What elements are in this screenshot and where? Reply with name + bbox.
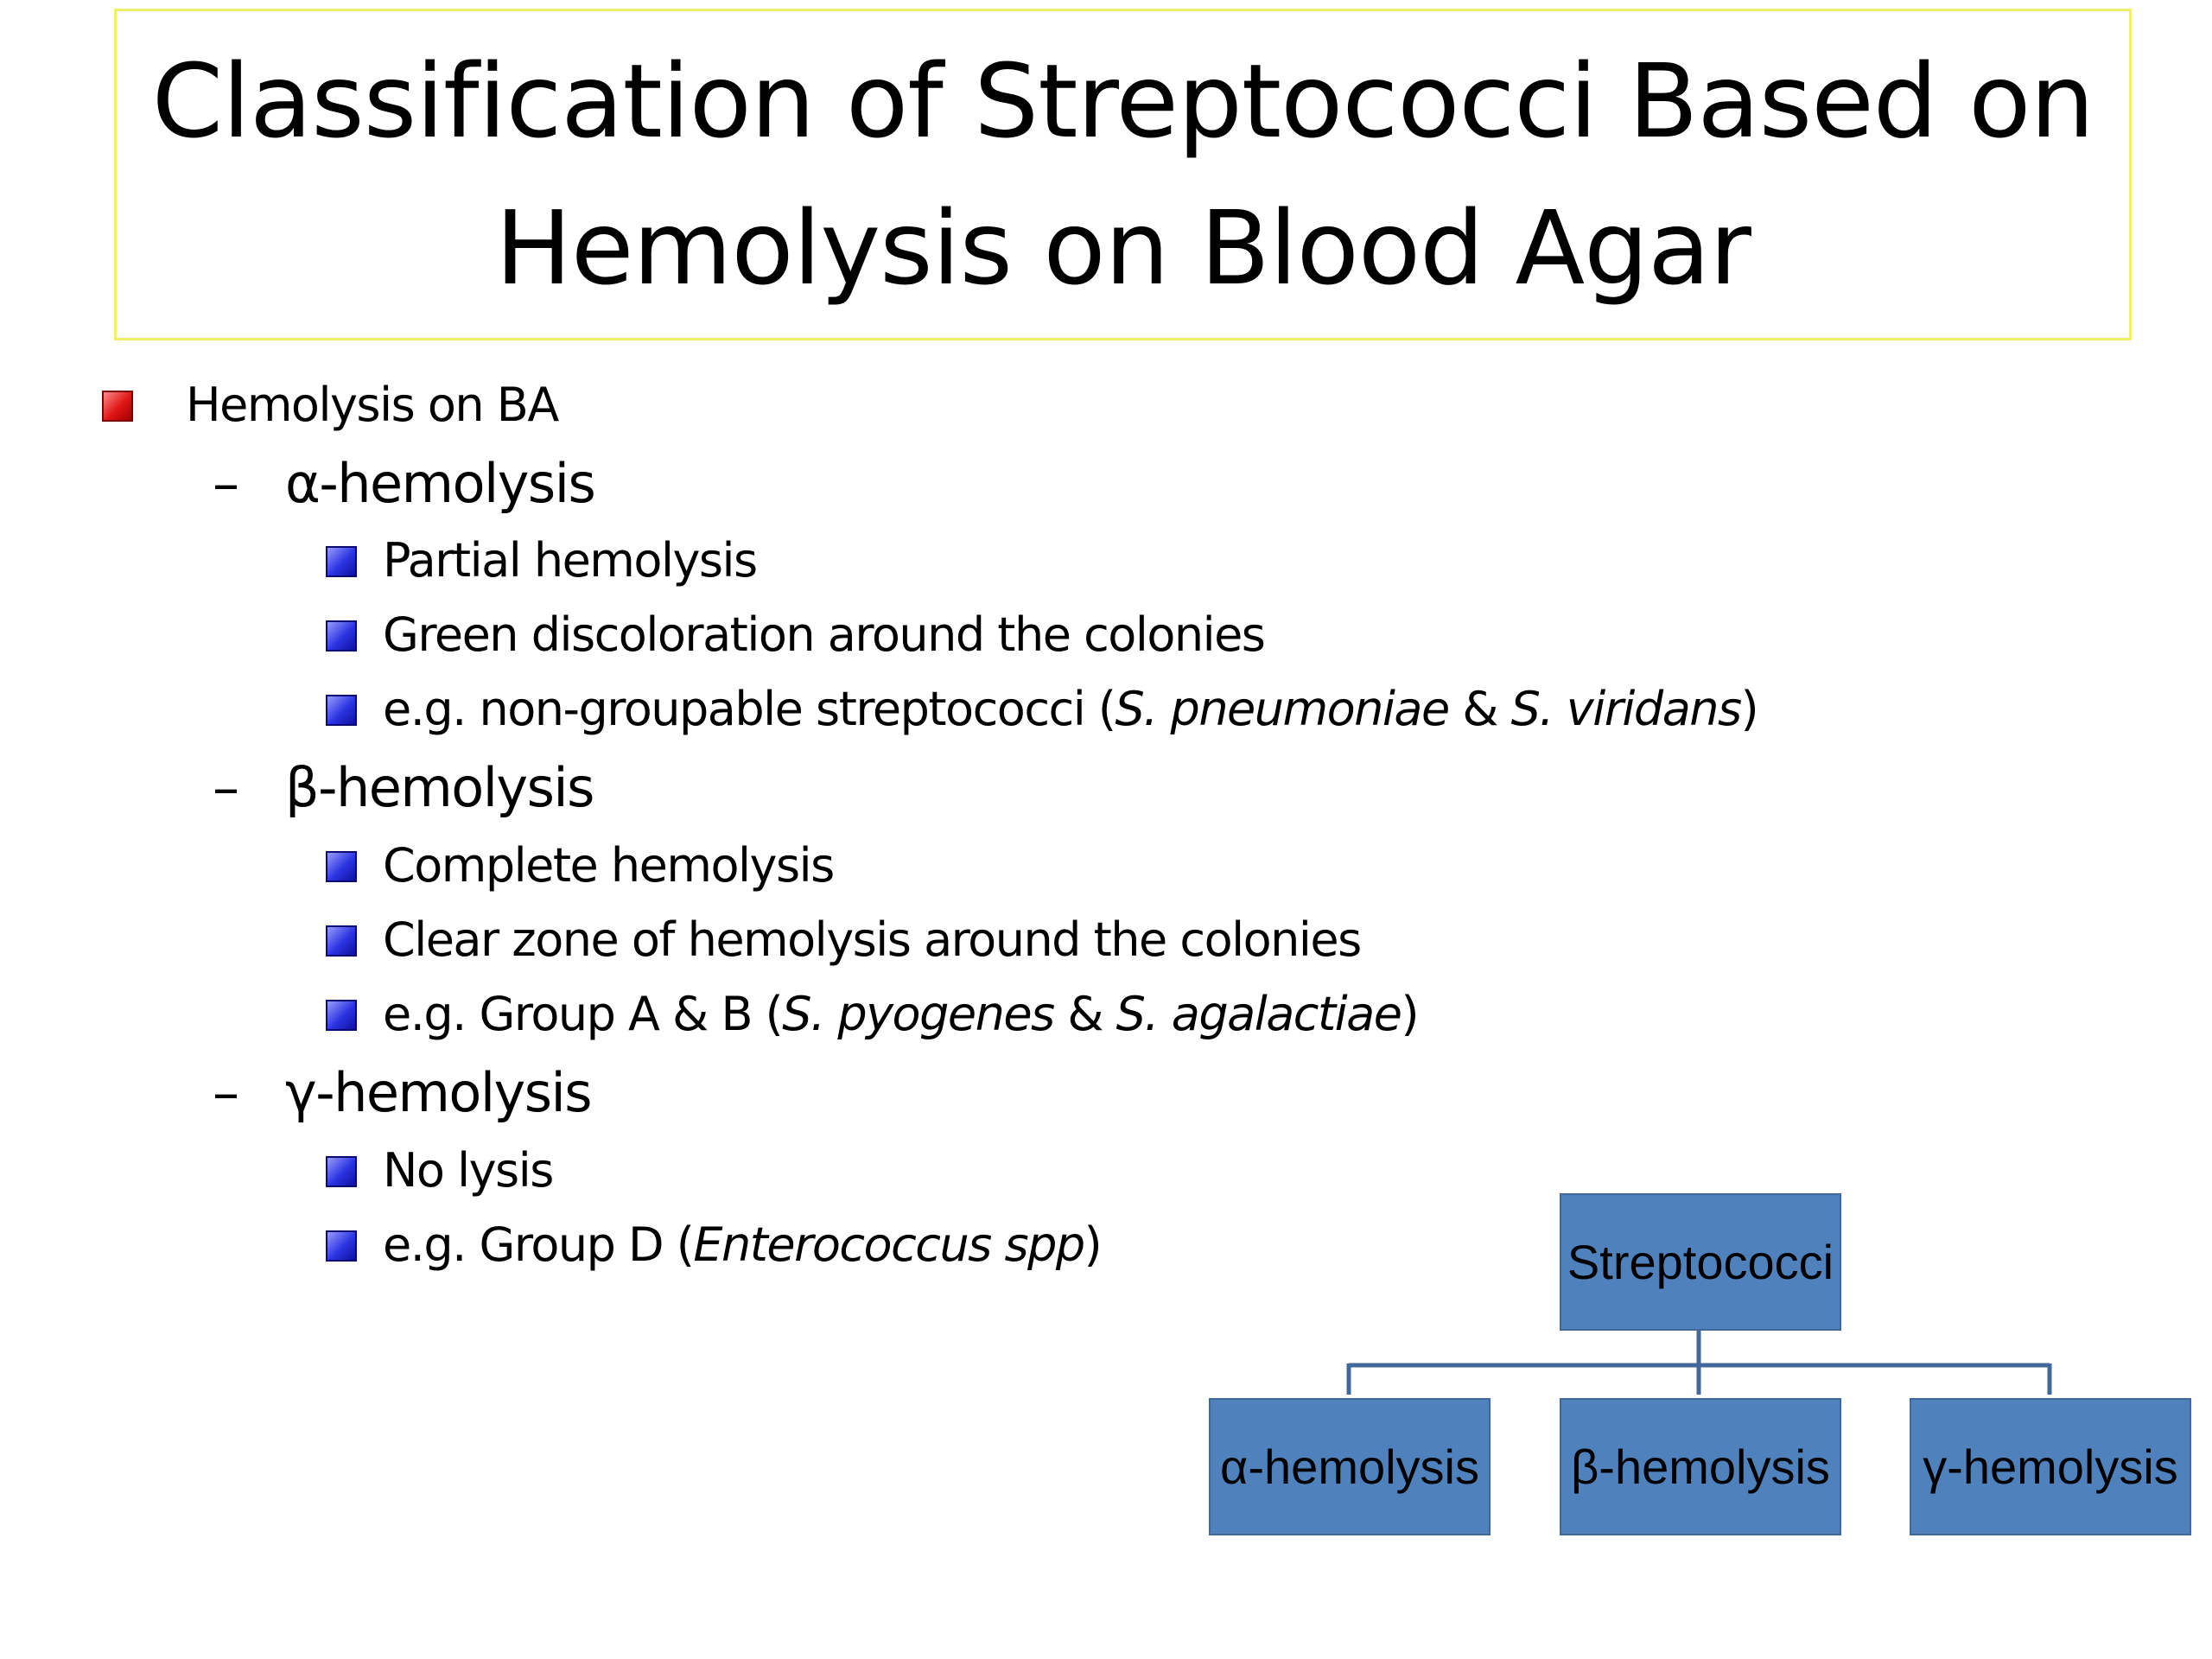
- gamma-example-suffix: ): [1084, 1217, 1102, 1272]
- alpha-example-suffix: ): [1740, 682, 1758, 736]
- node-streptococci: Streptococci: [1560, 1193, 1841, 1331]
- beta-example-prefix: e.g. Group A & B (: [383, 987, 783, 1041]
- alpha-example-species-2: S. viridans: [1510, 682, 1741, 736]
- alpha-example-species-1: S. pneumoniae: [1115, 682, 1449, 736]
- blue-square-bullet-icon: [326, 620, 357, 652]
- alpha-example-join: &: [1448, 682, 1511, 736]
- alpha-item-2: Green discoloration around the colonies: [383, 607, 1265, 662]
- beta-example-species-2: S. agalactiae: [1116, 987, 1402, 1041]
- blue-square-bullet-icon: [326, 1230, 357, 1262]
- blue-square-bullet-icon: [326, 1000, 357, 1031]
- alpha-example: [383, 682, 1758, 736]
- node-gamma-hemolysis: γ-hemolysis: [1910, 1398, 2191, 1535]
- blue-square-bullet-icon: [326, 546, 357, 577]
- title-line-1: Classification of Streptococci Based on: [151, 41, 2094, 161]
- gamma-item-1: No lysis: [383, 1143, 553, 1198]
- blue-square-bullet-icon: [326, 925, 357, 957]
- beta-item-1: Complete hemolysis: [383, 838, 834, 893]
- beta-example-species-1: S. pyogenes: [782, 987, 1054, 1041]
- dash-bullet-icon: –: [213, 1061, 239, 1124]
- beta-example: [383, 987, 1418, 1041]
- blue-square-bullet-icon: [326, 1156, 357, 1187]
- beta-example-join: &: [1053, 987, 1116, 1041]
- gamma-example: [383, 1217, 1101, 1272]
- beta-item-2: Clear zone of hemolysis around the colonies: [383, 912, 1361, 967]
- gamma-heading: γ-hemolysis: [285, 1061, 592, 1124]
- beta-example-suffix: ): [1401, 987, 1419, 1041]
- gamma-example-prefix: e.g. Group D (: [383, 1217, 694, 1272]
- dash-bullet-icon: –: [213, 756, 239, 819]
- blue-square-bullet-icon: [326, 851, 357, 882]
- beta-heading: β-hemolysis: [285, 756, 594, 819]
- alpha-item-1: Partial hemolysis: [383, 533, 757, 588]
- node-beta-hemolysis: β-hemolysis: [1560, 1398, 1841, 1535]
- level1-heading: Hemolysis on BA: [186, 378, 558, 432]
- alpha-example-prefix: e.g. non-groupable streptococci (: [383, 682, 1116, 736]
- red-square-bullet-icon: [102, 391, 133, 422]
- gamma-example-species-1: Enterococcus spp: [693, 1217, 1084, 1272]
- dash-bullet-icon: –: [213, 452, 239, 515]
- alpha-heading: α-hemolysis: [285, 452, 595, 515]
- title-line-2: Hemolysis on Blood Agar: [495, 188, 1751, 308]
- blue-square-bullet-icon: [326, 695, 357, 726]
- node-alpha-hemolysis: α-hemolysis: [1209, 1398, 1491, 1535]
